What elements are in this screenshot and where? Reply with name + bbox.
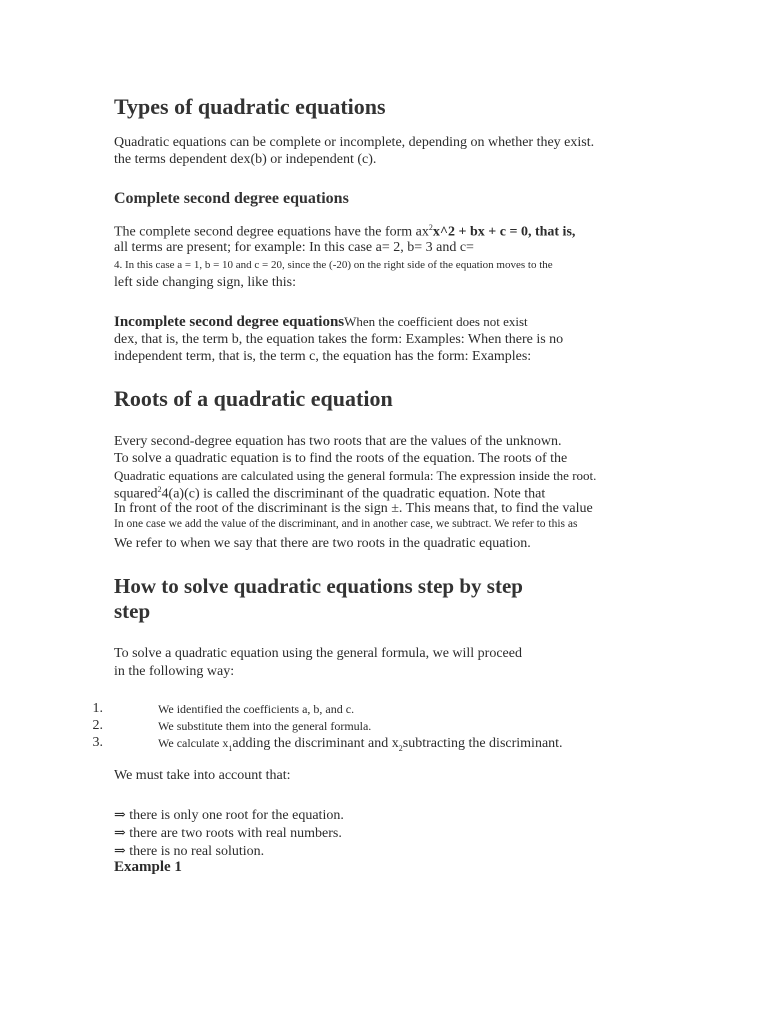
complete-line-3: 4. In this case a = 1, b = 10 and c = 20, since the (-20) on the right side of the equation moves to the xyxy=(114,259,553,271)
roots-line-2: To solve a quadratic equation is to find the roots of the equation. The roots of the xyxy=(114,451,568,466)
subsection-title-complete: Complete second degree equations xyxy=(114,190,349,207)
complete-line-4: left side changing sign, like this: xyxy=(114,275,296,290)
step-text xyxy=(158,734,563,753)
roots-line-4-text-a: squared xyxy=(114,486,158,502)
step-text: We substitute them into the general formula. xyxy=(158,719,372,733)
types-intro-line-2: the terms dependent dex(b) or independent (c). xyxy=(114,152,377,167)
roots-line-3: Quadratic equations are calculated using the general formula: The expression inside the root. xyxy=(114,468,597,483)
complete-line-1-text: The complete second degree equations have the form ax xyxy=(114,224,429,240)
howto-intro-line-2: in the following way: xyxy=(114,664,235,679)
types-intro-line-1: Quadratic equations can be complete or incomplete, depending on whether they exist. xyxy=(114,135,595,150)
complete-line-1 xyxy=(114,223,575,241)
step-3-text-b: adding the discriminant and x xyxy=(232,736,399,751)
subscript: 1 xyxy=(228,744,233,754)
bullet-item: ⇒ there are two roots with real numbers. xyxy=(114,826,342,841)
bullet-item: ⇒ there is no real solution. xyxy=(114,844,265,859)
example-heading: Example 1 xyxy=(114,859,182,875)
section-title-howto-line-2: step xyxy=(114,599,151,623)
section-title-howto-line-1: How to solve quadratic equations step by step xyxy=(114,574,523,598)
section-title-roots: Roots of a quadratic equation xyxy=(114,386,393,411)
step-text: We identified the coefficients a, b, and c. xyxy=(158,702,355,716)
incomplete-line-1-rest: When the coefficient does not exist xyxy=(344,314,528,329)
exponent: 2 xyxy=(157,485,162,494)
incomplete-line-1 xyxy=(114,314,528,331)
step-3-text-c: subtracting the discriminant. xyxy=(402,736,563,751)
subsection-title-incomplete: Incomplete second degree equations xyxy=(114,314,345,330)
subscript: 2 xyxy=(398,744,403,754)
step-3-text-a: We calculate x xyxy=(158,736,229,750)
step-number: 1. xyxy=(92,701,103,716)
roots-line-6: In one case we add the value of the discriminant, and in another case, we subtract. We refer to this as xyxy=(114,518,578,530)
incomplete-line-2: dex, that is, the term b, the equation takes the form: Examples: When there is no xyxy=(114,332,564,347)
roots-line-1: Every second-degree equation has two roots that are the values of the unknown. xyxy=(114,434,562,449)
roots-line-4 xyxy=(114,485,545,503)
account-line: We must take into account that: xyxy=(114,768,291,783)
incomplete-line-3: independent term, that is, the term c, the equation has the form: Examples: xyxy=(114,349,532,364)
roots-line-7: We refer to when we say that there are two roots in the quadratic equation. xyxy=(114,536,531,551)
step-number: 2. xyxy=(92,718,103,733)
complete-line-2: all terms are present; for example: In this case a= 2, b= 3 and c= xyxy=(114,240,474,255)
section-title-types: Types of quadratic equations xyxy=(114,94,386,119)
complete-line-1-formula: x^2 + bx + c = 0, that is, xyxy=(432,224,576,240)
roots-line-5: In front of the root of the discriminant is the sign ±. This means that, to find the value xyxy=(114,501,593,516)
exponent: 2 xyxy=(428,223,433,232)
roots-line-4-text-b: 4(a)(c) is called the discriminant of the quadratic equation. Note that xyxy=(161,486,546,502)
howto-intro-line-1: To solve a quadratic equation using the general formula, we will proceed xyxy=(114,646,522,661)
step-number: 3. xyxy=(92,735,103,750)
bullet-item: ⇒ there is only one root for the equation. xyxy=(114,808,344,823)
